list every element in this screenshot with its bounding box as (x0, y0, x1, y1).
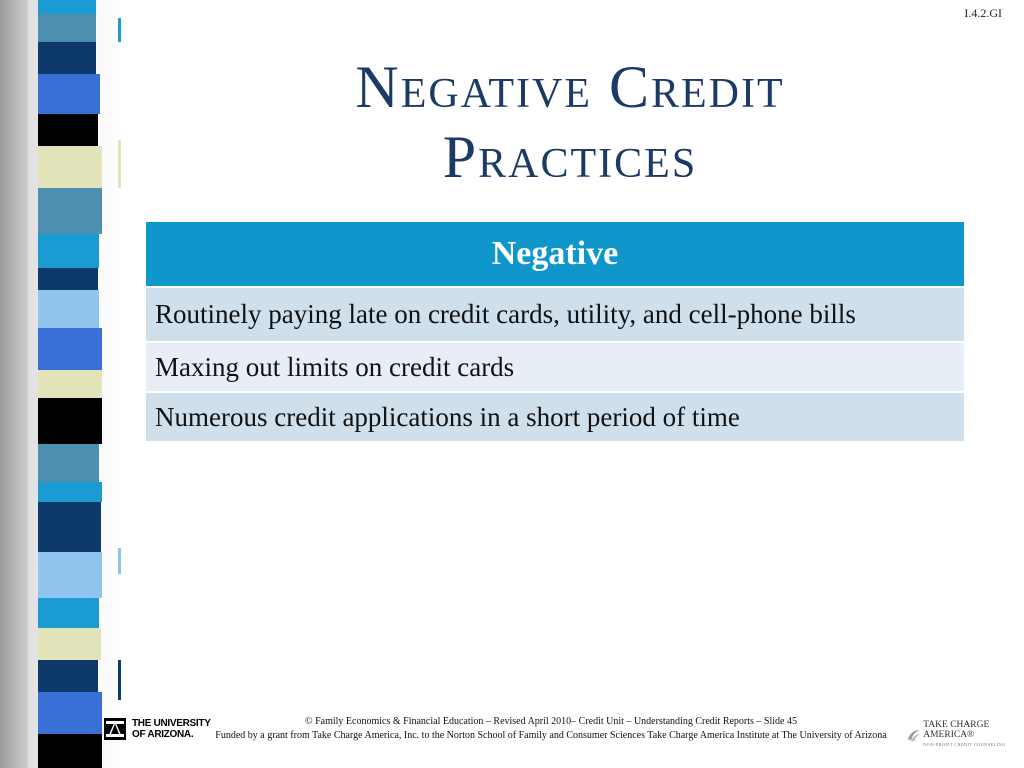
strip-block (38, 234, 99, 268)
decorative-color-strip (38, 0, 100, 768)
strip-block (38, 14, 96, 42)
table-header-negative: Negative (146, 222, 964, 287)
strip-block (38, 502, 101, 552)
strip-block (38, 114, 98, 146)
strip-block (38, 74, 100, 114)
university-of-arizona-logo (104, 716, 211, 742)
table-cell: Routinely paying late on credit cards, utility, and cell-phone bills (146, 287, 964, 342)
strip-block (38, 370, 102, 398)
negative-practices-table (146, 222, 964, 443)
table-cell: Maxing out limits on credit cards (146, 342, 964, 392)
slide-title (230, 52, 910, 192)
strip-block (38, 268, 98, 290)
strip-block (38, 290, 99, 328)
strip-block (38, 0, 96, 14)
strip-thin-mark (118, 140, 121, 188)
slide-title-line-1: Negative Credit (355, 54, 785, 120)
strip-block (38, 188, 102, 234)
strip-thin-mark (118, 548, 121, 574)
strip-block (38, 734, 102, 768)
slide-number: I.4.2.GI (964, 6, 1002, 20)
slide-title-line-2: Practices (442, 124, 698, 190)
strip-block (38, 552, 102, 598)
take-charge-swirl-icon (906, 726, 921, 744)
strip-block (38, 328, 102, 370)
decorative-strip-edge (0, 0, 28, 768)
table-header-row (146, 222, 964, 287)
footer-copyright: © Family Economics & Financial Education – Revised April 2010– Credit Unit – Understanding Credit Reports – Slide 45 (305, 716, 797, 727)
strip-block (38, 146, 102, 188)
table-row (146, 287, 964, 342)
strip-block (38, 398, 102, 444)
footer-text (198, 715, 904, 743)
take-charge-name: TAKE CHARGE AMERICA® (923, 720, 990, 740)
strip-block (38, 42, 96, 74)
strip-block (38, 692, 102, 734)
table-row (146, 342, 964, 392)
take-charge-subtitle: NON-PROFIT CREDIT COUNSELING (923, 742, 1006, 747)
strip-block (38, 482, 102, 502)
strip-thin-mark (118, 660, 121, 700)
strip-block (38, 628, 101, 660)
strip-block (38, 660, 98, 692)
strip-thin-mark (118, 18, 121, 42)
university-logo-line-2: OF ARIZONA. (132, 729, 194, 740)
university-logo-line-1: THE UNIVERSITY (132, 718, 211, 729)
arizona-a-icon (104, 718, 126, 740)
table-cell: Numerous credit applications in a short period of time (146, 392, 964, 442)
footer-funding: Funded by a grant from Take Charge America, Inc. to the Norton School of Family and Consumer Sciences Take Charge America Institute at The University of Arizona (215, 730, 887, 741)
strip-block (38, 598, 99, 628)
take-charge-america-logo (906, 720, 1024, 747)
table-row (146, 392, 964, 442)
strip-block (38, 444, 99, 482)
